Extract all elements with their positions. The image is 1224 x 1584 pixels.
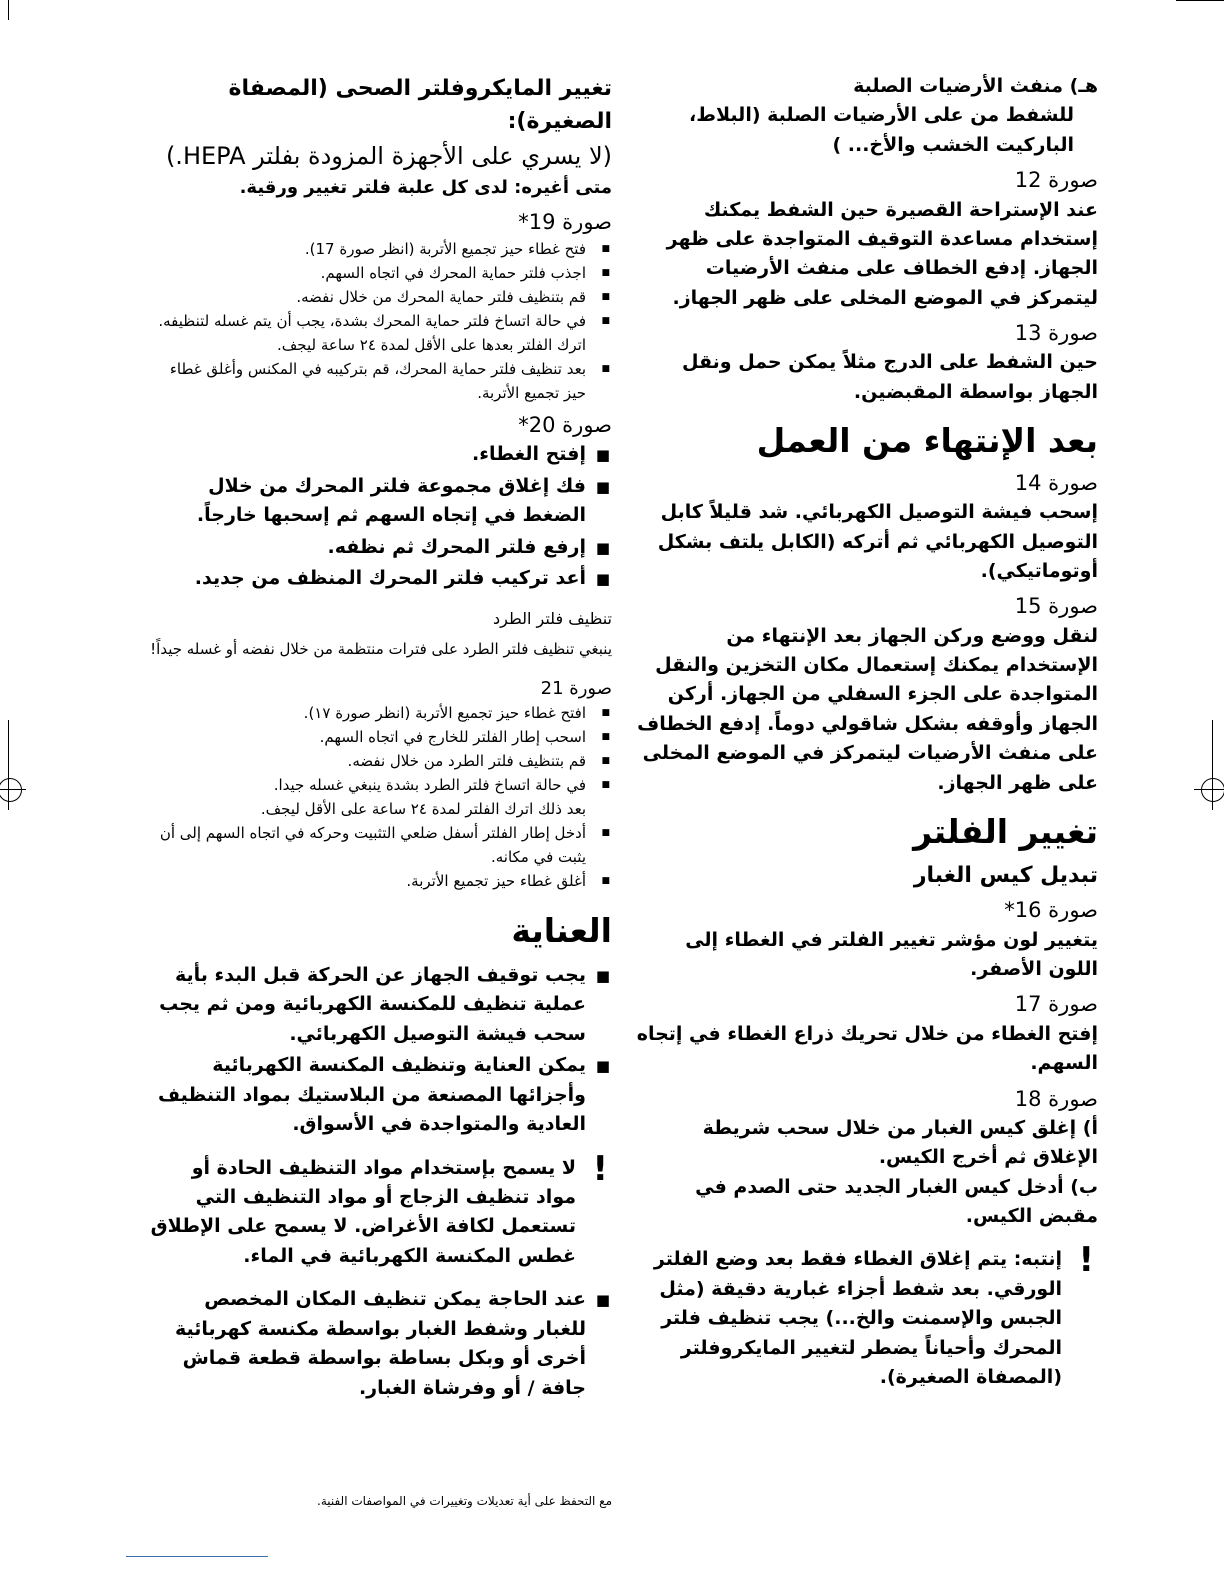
microfilter-subtitle: (لا يسري على الأجهزة المزودة بفلتر HEPA.)	[165, 142, 612, 170]
right-column	[636, 72, 1098, 1407]
registration-circle-left	[0, 778, 22, 802]
list-item: ■ فتح غطاء حيز تجميع الأتربة (انظر صورة 17).	[304, 240, 610, 259]
bottom-rule	[126, 1556, 268, 1557]
heading-after-work: بعد الإنتهاء من العمل	[756, 421, 1098, 461]
bullet-icon: ■	[601, 828, 610, 839]
section-h-text: للشفط من على الأرضيات الصلبة (البلاط، الباركيت الخشب والأخ... )	[689, 104, 1074, 156]
microfilter-when: متى أغيره: لدى كل علبة فلتر تغيير ورقية.	[239, 177, 612, 198]
figure-13-text: حين الشفط على الدرج مثلاً يمكن حمل ونقل الجهاز بواسطة المقبضين.	[682, 351, 1098, 403]
bullet-icon: ■	[595, 538, 610, 557]
figure-16-label: صورة 16*	[1004, 898, 1098, 923]
bullet-icon: ■	[601, 244, 610, 255]
microfilter-title: تغيير المايكروفلتر الصحى (المصفاة الصغيرة):	[228, 76, 612, 134]
figure-19-label: صورة 19*	[518, 209, 612, 234]
figure-18-step-a: أ) إغلق كيس الغبار من خلال سحب شريطة الإغلاق ثم أخرج الكيس.	[702, 1116, 1098, 1169]
exclamation-icon: !	[1078, 1240, 1094, 1281]
list-item: ■ إفتح الغطاء.	[150, 440, 612, 469]
bullet-icon: ■	[595, 570, 610, 589]
list-item: ■ في حالة اتساخ فلتر الطرد بشدة ينبغي غسله جيدا.	[273, 776, 610, 795]
exclamation-icon: !	[592, 1148, 608, 1189]
list-item: ■ قم بتنظيف فلتر حماية المحرك من خلال نفضه.	[296, 288, 610, 307]
figure-21-list	[150, 701, 612, 797]
list-item: ■ فك إغلاق مجموعة فلتر المحرك من خلال الضغط في إتجاه السهم ثم إسحبها خارجاً.	[196, 474, 610, 527]
figure-14-label: صورة 14	[1014, 470, 1098, 495]
warning-note-text: إنتبه: يتم إغلاق الغطاء فقط بعد وضع الفلتر الورقي. بعد شفط أجزاء غبارية دقيقة (مثل الجبس والإسمنت والخ...) يجب تنظيف فلتر المحرك وأحياناً يضطر لتغيير المايكروفلتر (المصفاة الصغيرة).	[653, 1248, 1062, 1389]
figure-21-list-end	[150, 821, 612, 893]
figure-19-list-end	[150, 357, 612, 405]
bullet-icon: ■	[595, 1057, 610, 1076]
figure-18-step-b: ب) أدخل كيس الغبار الجديد حتى الصدم في مقبض الكيس.	[695, 1175, 1098, 1228]
footnote: مع التحفظ على أية تعديلات وتغييرات في المواصفات الفنية.	[317, 1494, 612, 1508]
figure-16-text: يتغيير لون مؤشر تغيير الفلتر في الغطاء إلى اللون الأصفر.	[685, 928, 1098, 981]
section-h-title: هـ) منفث الأرضيات الصلبة	[853, 75, 1098, 97]
figure-21-plain: بعد ذلك اترك الفلتر لمدة ٢٤ ساعة على الأقل ليجف.	[260, 800, 586, 819]
list-item: ■ في حالة اتساخ فلتر حماية المحرك بشدة، يجب أن يتم غسله لتنظيفه.	[158, 312, 610, 331]
list-item: ■ أغلق غطاء حيز تجميع الأتربة.	[406, 872, 610, 891]
figure-17-label: صورة 17	[1014, 992, 1098, 1017]
bullet-icon: ■	[601, 708, 610, 719]
heading-dustbag-change: تبديل كيس الغبار	[913, 862, 1098, 888]
bullet-icon: ■	[601, 780, 610, 791]
heading-care: العناية	[511, 911, 612, 951]
list-item: ■ افتح غطاء حيز تجميع الأتربة (انظر صورة ١٧).	[303, 704, 610, 723]
registration-circle-right	[1201, 778, 1224, 802]
bullet-icon: ■	[601, 364, 610, 375]
figure-15-text: لنقل ووضع وركن الجهاز بعد الإنتهاء من الإستخدام يمكنك إستعمال مكان التخزين والنقل المتواجدة على الجزء السفلي من الجهاز. أركن الجهاز وأوقفه بشكل شاقولي دوماً. إدفع الخطاف على منفث الأرضيات ليتمركز في الموضع المخلى على ظهر الجهاز.	[637, 624, 1098, 794]
figure-12-label: صورة 12	[1014, 168, 1098, 193]
list-item: ■ اجذب فلتر حماية المحرك في اتجاه السهم.	[320, 264, 610, 283]
list-item: ■ عند الحاجة يمكن تنظيف المكان المخصص للغبار وشفط الغبار بواسطة مكنسة كهربائية أخرى أو وبكل بساطة بواسطة قطعة قماش جافة / أو وفرشاة الغبار.	[174, 1288, 610, 1399]
left-column	[150, 72, 612, 1405]
figure-15-label: صورة 15	[1014, 594, 1098, 619]
heading-exhaust-filter: تنظيف فلتر الطرد	[493, 609, 612, 629]
care-warning-text: لا يسمح بإستخدام مواد التنظيف الحادة أو مواد تنظيف الزجاج أو مواد التنظيف التي تستعمل لكافة الأغراض. لا يسمح على الإطلاق غطس المكنسة الكهربائية في الماء.	[150, 1156, 576, 1267]
bullet-icon: ■	[601, 732, 610, 743]
list-item: ■ أعد تركيب فلتر المحرك المنظف من جديد.	[150, 564, 612, 593]
figure-18-label: صورة 18	[1014, 1086, 1098, 1111]
bullet-icon: ■	[595, 446, 610, 465]
figure-19-plain: اترك الفلتر بعدها على الأقل لمدة ٢٤ ساعة ليجف.	[277, 336, 586, 355]
list-item: ■ بعد تنظيف فلتر حماية المحرك، قم بتركيبه في المكنس وأغلق غطاء حيز تجميع الأتربة.	[169, 360, 610, 403]
care-list-end	[150, 1285, 612, 1403]
list-item: ■ يجب توقيف الجهاز عن الحركة قبل البدء بأية عملية تنظيف للمكنسة الكهربائية ومن ثم يجب سحب فيشة التوصيل الكهربائي.	[159, 963, 610, 1045]
list-item: ■ اسحب إطار الفلتر للخارج في اتجاه السهم.	[319, 728, 610, 747]
bullet-icon: ■	[595, 1291, 610, 1310]
figure-14-text: إسحب فيشة التوصيل الكهربائي. شد قليلاً كابل التوصيل الكهربائي ثم أتركه (الكابل يلتف بشكل أوتوماتيكي).	[657, 501, 1098, 582]
list-item: ■ قم بتنظيف فلتر الطرد من خلال نفضه.	[347, 752, 610, 771]
bullet-icon: ■	[595, 966, 610, 985]
heading-filter-change: تغيير الفلتر	[913, 812, 1098, 852]
figure-12-text: عند الإستراحة القصيرة حين الشفط يمكنك إستخدام مساعدة التوقيف المتواجدة على ظهر الجهاز. إدفع الخطاف على منفث الأرضيات ليتمركز في الموضع المخلى على ظهر الجهاز.	[666, 198, 1098, 309]
figure-19-list	[150, 237, 612, 333]
list-item: ■ يمكن العناية وتنظيف المكنسة الكهربائية وأجزائها المصنعة من البلاستيك بمواد التنظيف العادية والمتواجدة في الأسواق.	[157, 1054, 610, 1136]
care-list	[150, 961, 612, 1140]
bullet-icon: ■	[601, 316, 610, 327]
bullet-icon: ■	[601, 292, 610, 303]
bullet-icon: ■	[601, 756, 610, 767]
figure-20-label: صورة 20*	[518, 413, 612, 438]
crop-mark-top-right	[1176, 0, 1224, 1]
bullet-icon: ■	[595, 477, 610, 496]
bullet-icon: ■	[601, 876, 610, 887]
figure-21-label: صورة 21	[540, 677, 612, 699]
crop-mark-top-left	[8, 0, 9, 20]
care-warning-note	[150, 1148, 612, 1272]
list-item: ■ أدخل إطار الفلتر أسفل ضلعي التثبيت وحركه في اتجاه السهم إلى أن يثبت في مكانه.	[159, 824, 610, 867]
bullet-icon: ■	[601, 268, 610, 279]
exhaust-filter-text: ينبغي تنظيف فلتر الطرد على فترات منتظمة من خلال نفضه أو غسله جيداً!	[150, 640, 612, 659]
list-item: ■ إرفع فلتر المحرك ثم نظفه.	[150, 533, 612, 562]
warning-note	[636, 1240, 1098, 1392]
figure-20-list	[150, 440, 612, 593]
figure-13-label: صورة 13	[1014, 321, 1098, 346]
figure-17-text: إفتح الغطاء من خلال تحريك ذراع الغطاء في إتجاه السهم.	[636, 1022, 1098, 1075]
